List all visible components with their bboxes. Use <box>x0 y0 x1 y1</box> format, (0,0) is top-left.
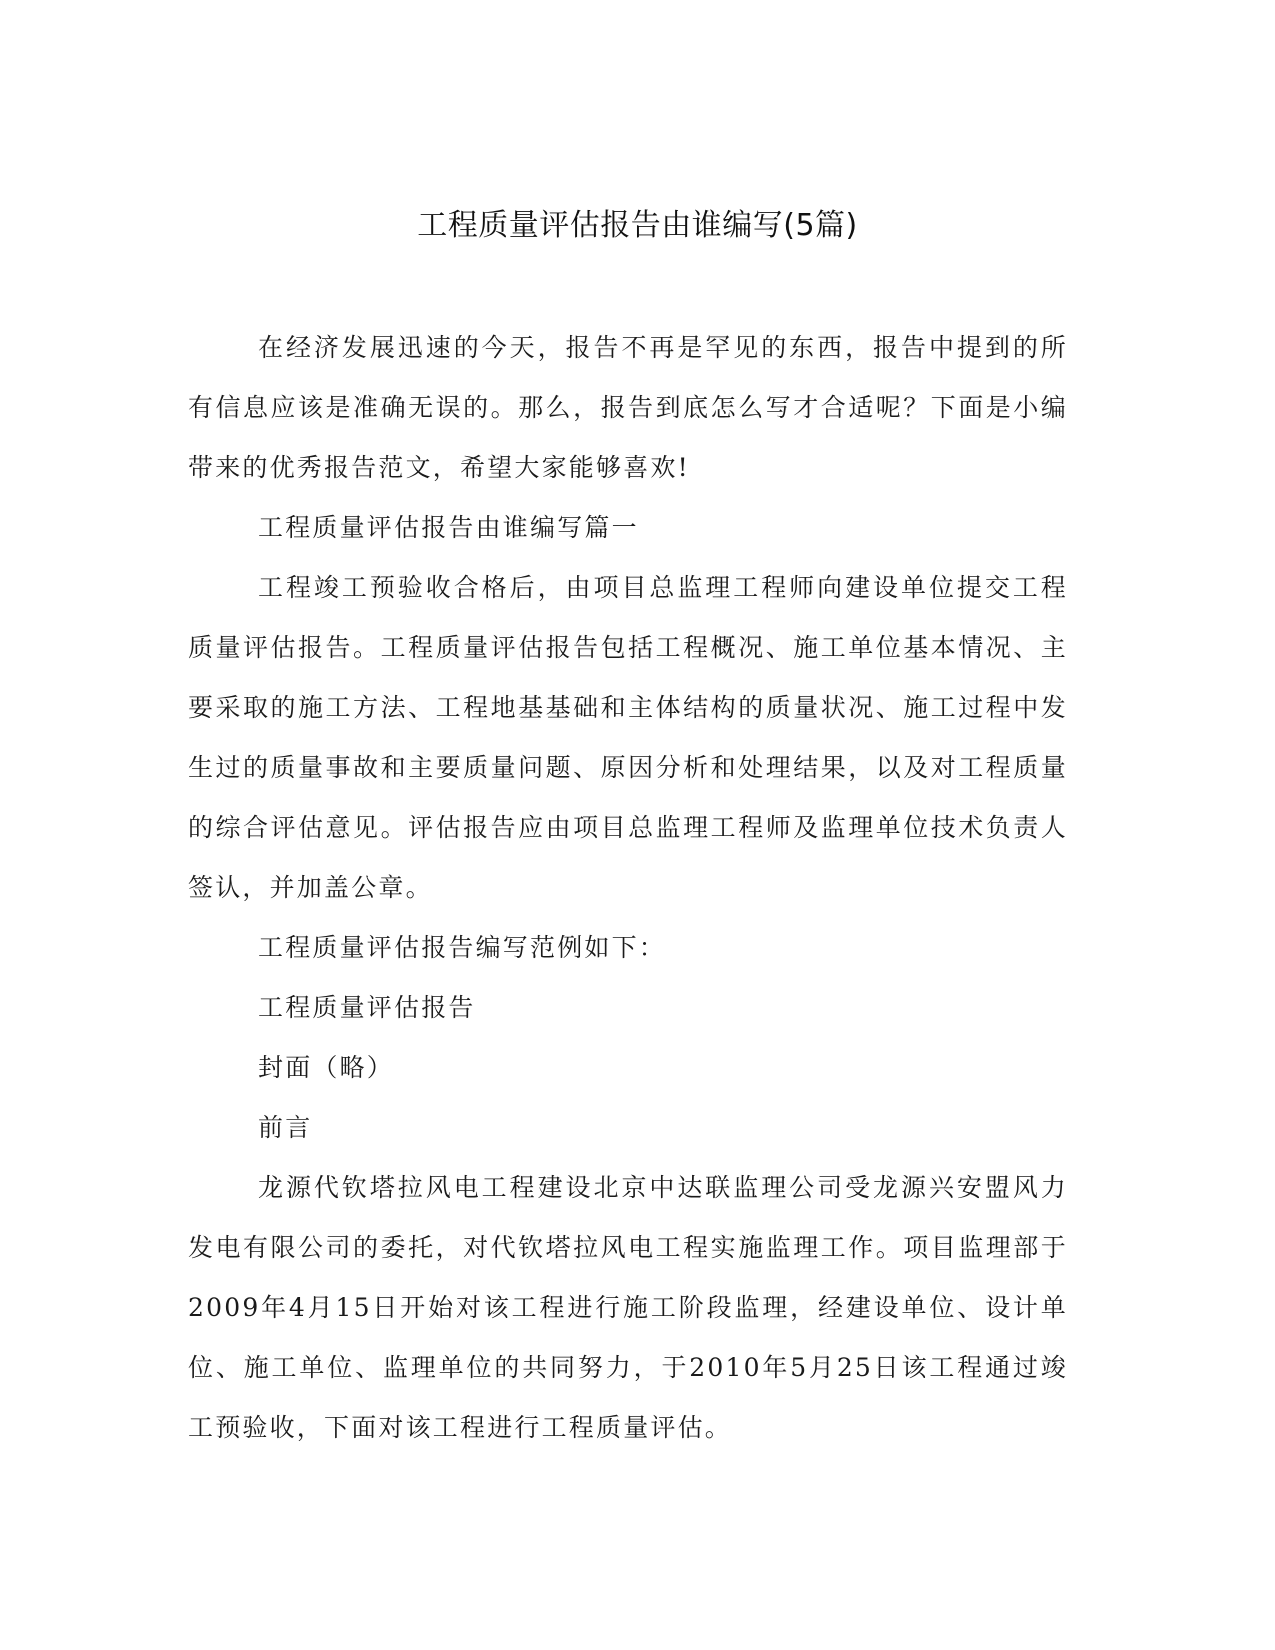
intro-paragraph: 在经济发展迅速的今天，报告不再是罕见的东西，报告中提到的所有信息应该是准确无误的。那么，报告到底怎么写才合适呢？下面是小编带来的优秀报告范文，希望大家能够喜欢! <box>188 333 1068 482</box>
report-title-line: 工程质量评估报告 <box>258 993 476 1022</box>
example-intro: 工程质量评估报告编写范例如下： <box>258 933 667 962</box>
document-body <box>188 318 1068 1458</box>
cover-line: 封面（略） <box>258 1053 395 1082</box>
preface-paragraph: 龙源代钦塔拉风电工程建设北京中达联监理公司受龙源兴安盟风力发电有限公司的委托，对代钦塔拉风电工程实施监理工作。项目监理部于2009年4月15日开始对该工程进行施工阶段监理，经建设单位、设计单位、施工单位、监理单位的共同努力，于2010年5月25日该工程通过竣工预验收，下面对该工程进行工程质量评估。 <box>188 1173 1068 1442</box>
document-title: 工程质量评估报告由谁编写(5篇) <box>417 208 858 243</box>
preface-heading: 前言 <box>258 1113 313 1142</box>
body-paragraph: 工程竣工预验收合格后，由项目总监理工程师向建设单位提交工程质量评估报告。工程质量评估报告包括工程概况、施工单位基本情况、主要采取的施工方法、工程地基基础和主体结构的质量状况、施工过程中发生过的质量事故和主要质量问题、原因分析和处理结果，以及对工程质量的综合评估意见。评估报告应由项目总监理工程师及监理单位技术负责人签认，并加盖公章。 <box>188 573 1068 902</box>
section-heading: 工程质量评估报告由谁编写篇一 <box>258 513 639 542</box>
